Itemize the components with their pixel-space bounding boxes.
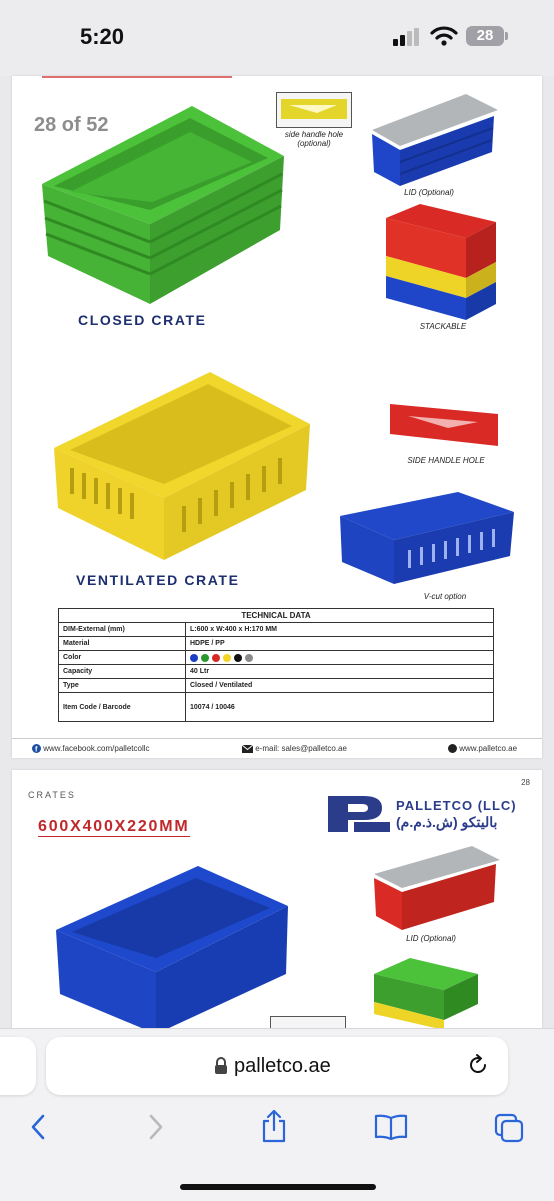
- tech-value: 40 Ltr: [186, 665, 494, 679]
- lid-caption: LID (Optional): [404, 188, 454, 197]
- reload-icon[interactable]: [466, 1053, 490, 1077]
- dimension-heading: 600X400X220MM: [38, 818, 190, 835]
- technical-data-table: [58, 608, 494, 722]
- table-row: [59, 623, 494, 637]
- url-text: palletco.ae: [234, 1055, 331, 1077]
- back-icon[interactable]: [28, 1113, 48, 1141]
- closed-crate-image: [40, 106, 290, 306]
- palletco-logo-icon: [324, 792, 394, 836]
- forward-icon[interactable]: [146, 1113, 166, 1141]
- tech-key: Color: [59, 651, 186, 665]
- browser-toolbar: [0, 1028, 554, 1201]
- lid-caption-2: LID (Optional): [406, 934, 456, 943]
- globe-icon: [448, 744, 457, 753]
- color-dot-blue: [190, 654, 198, 662]
- color-dot-black: [234, 654, 242, 662]
- catalog-page-28: [12, 76, 542, 758]
- cellular-signal-icon: [393, 28, 421, 46]
- home-indicator: [180, 1184, 376, 1190]
- page-counter: 28 of 52: [34, 114, 109, 136]
- side-handle-thumb: [276, 92, 352, 128]
- facebook-link[interactable]: [32, 744, 150, 753]
- color-dot-red: [212, 654, 220, 662]
- color-dot-yellow: [223, 654, 231, 662]
- tech-value: 10074 / 10046: [186, 693, 494, 722]
- status-bar: [0, 0, 554, 76]
- section-heading: CRATES: [28, 790, 76, 800]
- side-handle-caption: side handle hole: [284, 130, 344, 139]
- table-row: [59, 679, 494, 693]
- stackable-caption: STACKABLE: [419, 322, 467, 331]
- web-text: www.palletco.ae: [459, 744, 518, 753]
- facebook-text: www.facebook.com/palletcollc: [43, 744, 150, 753]
- tech-key: Type: [59, 679, 186, 693]
- closed-crate-label: CLOSED CRATE: [78, 312, 207, 328]
- color-dot-grey: [245, 654, 253, 662]
- blue-crate-image: [52, 864, 292, 1030]
- vcut-caption: V-cut option: [423, 592, 467, 601]
- top-accent-line: [42, 76, 232, 78]
- battery-cap: [505, 32, 508, 40]
- tech-value: Closed / Ventilated: [186, 679, 494, 693]
- tech-key: Capacity: [59, 665, 186, 679]
- share-icon[interactable]: [260, 1109, 288, 1143]
- email-text: e-mail: sales@palletco.ae: [255, 744, 347, 753]
- table-row: [59, 693, 494, 722]
- brand-name: PALLETCO (LLC): [396, 798, 517, 813]
- ventilated-crate-label: VENTILATED CRATE: [76, 572, 240, 588]
- page-footer: [12, 738, 542, 758]
- stack-preview-image: [370, 954, 480, 1030]
- color-dot-green: [201, 654, 209, 662]
- red-side-handle-image: [388, 400, 500, 452]
- wifi-icon: [430, 26, 458, 46]
- lid-crate-image: [370, 90, 500, 190]
- web-link[interactable]: [448, 744, 517, 753]
- side-handle-hole-caption: SIDE HANDLE HOLE: [407, 456, 485, 465]
- tech-value: L:600 x W:400 x H:170 MM: [186, 623, 494, 637]
- ventilated-crate-image: [52, 368, 314, 564]
- optional-caption: (optional): [297, 139, 331, 148]
- tech-title: TECHNICAL DATA: [59, 609, 494, 623]
- status-time: 5:20: [80, 24, 125, 49]
- color-swatches: [186, 651, 494, 665]
- tech-key: Item Code / Barcode: [59, 693, 186, 722]
- previous-tab-address-bar[interactable]: [0, 1037, 36, 1095]
- lid-crate-red-image: [372, 844, 502, 934]
- table-row: [59, 651, 494, 665]
- lock-icon: [214, 1057, 228, 1075]
- table-row: [59, 637, 494, 651]
- svg-text:f: f: [35, 744, 38, 754]
- tech-key: DIM-External (mm): [59, 623, 186, 637]
- tabs-icon[interactable]: [494, 1113, 524, 1143]
- battery-icon: 28: [466, 26, 504, 46]
- facebook-icon: [32, 744, 41, 753]
- table-row: [59, 665, 494, 679]
- mail-icon: [242, 745, 253, 753]
- stackable-crates-image: [380, 204, 500, 324]
- address-bar[interactable]: [46, 1037, 508, 1095]
- tech-value: HDPE / PP: [186, 637, 494, 651]
- brand-name-arabic: باليتكو (ش.ذ.م.م): [396, 814, 498, 830]
- catalog-page-next: [12, 770, 542, 1030]
- vcut-crate-image: [338, 490, 516, 586]
- email-link[interactable]: [242, 744, 347, 753]
- tech-key: Material: [59, 637, 186, 651]
- page-number: 28: [521, 778, 530, 787]
- bookmarks-icon[interactable]: [374, 1113, 408, 1141]
